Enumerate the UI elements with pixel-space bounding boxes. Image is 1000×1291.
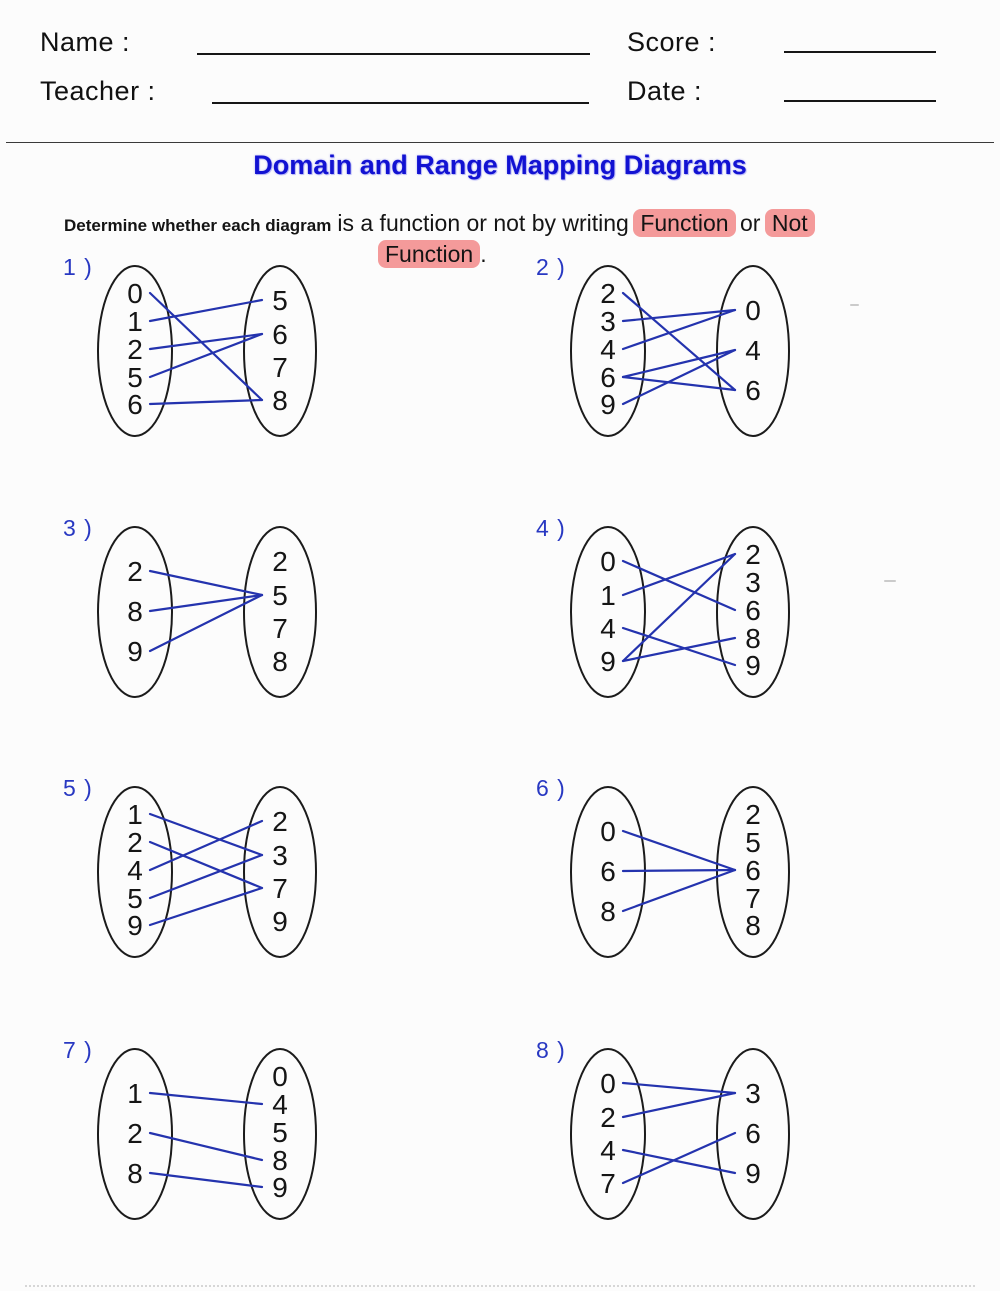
teacher-label: Teacher : [40,76,156,106]
svg-text:9: 9 [745,1158,761,1189]
mapping-diagram-8 [533,1036,833,1246]
mapping-diagram-7 [60,1036,360,1246]
svg-text:0: 0 [600,546,616,577]
svg-text:7: 7 [272,873,288,904]
svg-text:7: 7 [272,352,288,383]
diagram-8 [533,1036,833,1246]
svg-text:2: 2 [272,806,288,837]
mapping-diagram-3 [60,514,360,724]
svg-text:8: 8 [272,385,288,416]
svg-text:4: 4 [272,1089,288,1120]
svg-text:0: 0 [127,278,143,309]
svg-text:2: 2 [600,1102,616,1133]
mapping-diagram-1 [60,253,360,463]
instruction-or: or [739,210,761,236]
svg-text:9: 9 [272,1172,288,1203]
page-bottom-dotted-edge [25,1285,975,1287]
svg-text:6: 6 [272,319,288,350]
svg-text:5: 5 [127,362,143,393]
diagram-4-number: 4 ) [536,515,566,541]
instruction-line-1 [64,209,964,237]
svg-text:7: 7 [745,883,761,914]
svg-text:9: 9 [600,389,616,420]
header-divider [6,142,994,143]
svg-text:9: 9 [272,906,288,937]
highlight-function-2: Function [378,240,480,268]
svg-text:5: 5 [272,580,288,611]
svg-text:3: 3 [272,840,288,871]
mapping-diagram-5 [60,774,360,984]
mapping-diagram-2 [533,253,833,463]
svg-text:1: 1 [127,306,143,337]
svg-text:4: 4 [600,613,616,644]
svg-text:2: 2 [600,278,616,309]
svg-text:8: 8 [600,896,616,927]
mapping-diagram-6 [533,774,833,984]
diagram-3 [60,514,360,724]
svg-text:0: 0 [600,816,616,847]
stray-mark [884,580,896,582]
svg-text:6: 6 [745,375,761,406]
svg-text:9: 9 [745,650,761,681]
stray-mark [850,304,859,306]
highlight-function: Function [633,209,735,237]
svg-text:7: 7 [600,1168,616,1199]
teacher-blank-line [212,102,589,104]
svg-text:2: 2 [745,539,761,570]
instruction-regular: is a function or not by writing [337,210,629,236]
date-label: Date : [627,76,703,106]
svg-text:4: 4 [127,855,143,886]
svg-text:9: 9 [127,910,143,941]
svg-text:6: 6 [600,856,616,887]
mapping-diagram-4 [533,514,833,724]
name-blank-line [197,53,590,55]
diagram-5 [60,774,360,984]
diagram-8-number: 8 ) [536,1037,566,1063]
svg-text:0: 0 [272,1061,288,1092]
instruction-bold: Determine whether each diagram [64,216,332,235]
name-label: Name : [40,27,131,57]
diagram-5-number: 5 ) [63,775,93,801]
diagram-2-number: 2 ) [536,254,566,280]
svg-text:5: 5 [127,883,143,914]
page-title: Domain and Range Mapping Diagrams [253,150,747,180]
svg-text:9: 9 [127,636,143,667]
svg-text:3: 3 [745,567,761,598]
svg-text:8: 8 [272,646,288,677]
diagram-7 [60,1036,360,1246]
diagram-6-number: 6 ) [536,775,566,801]
svg-text:2: 2 [745,799,761,830]
svg-text:8: 8 [127,1158,143,1189]
svg-text:6: 6 [745,1118,761,1149]
svg-text:1: 1 [600,580,616,611]
svg-text:5: 5 [272,1117,288,1148]
diagram-1 [60,253,360,463]
svg-text:7: 7 [272,613,288,644]
instruction-period: . [480,241,487,267]
diagram-3-number: 3 ) [63,515,93,541]
score-label: Score : [627,27,717,57]
diagram-1-number: 1 ) [63,254,93,280]
svg-text:2: 2 [127,827,143,858]
svg-text:0: 0 [745,295,761,326]
highlight-not: Not [765,209,815,237]
svg-text:8: 8 [127,596,143,627]
instruction-line-2 [378,240,487,268]
svg-text:4: 4 [745,335,761,366]
svg-text:6: 6 [127,389,143,420]
svg-text:6: 6 [600,362,616,393]
svg-text:2: 2 [272,546,288,577]
svg-text:5: 5 [745,827,761,858]
svg-text:3: 3 [600,306,616,337]
svg-text:2: 2 [127,1118,143,1149]
svg-text:8: 8 [745,623,761,654]
svg-text:1: 1 [127,1078,143,1109]
svg-text:4: 4 [600,1135,616,1166]
svg-text:0: 0 [600,1068,616,1099]
svg-text:9: 9 [600,646,616,677]
svg-text:6: 6 [745,595,761,626]
svg-text:5: 5 [272,285,288,316]
svg-text:4: 4 [600,334,616,365]
svg-text:3: 3 [745,1078,761,1109]
svg-text:6: 6 [745,855,761,886]
diagram-7-number: 7 ) [63,1037,93,1063]
date-blank-line [784,100,936,102]
svg-text:8: 8 [272,1145,288,1176]
score-blank-line [784,51,936,53]
svg-text:2: 2 [127,556,143,587]
diagram-6 [533,774,833,984]
svg-text:1: 1 [127,799,143,830]
diagram-2 [533,253,833,463]
diagram-4 [533,514,833,724]
svg-text:2: 2 [127,334,143,365]
svg-text:8: 8 [745,910,761,941]
